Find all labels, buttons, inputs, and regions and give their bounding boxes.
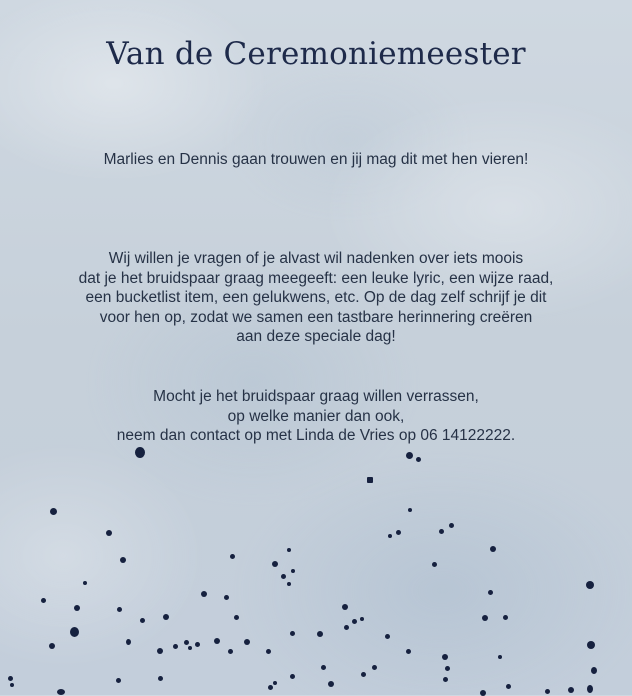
dot-icon xyxy=(360,617,364,621)
dot-icon xyxy=(344,625,349,630)
dot-icon xyxy=(591,667,597,674)
text-line: Wij willen je vragen of je alvast wil nadenken over iets moois xyxy=(108,250,524,267)
dot-icon xyxy=(396,530,401,535)
dot-icon xyxy=(442,654,448,660)
text-line: Mocht je het bruidspaar graag willen verrassen, xyxy=(153,388,479,405)
text-line: een bucketlist item, een gelukwens, etc. Op de dag zelf schrijf je dit xyxy=(85,289,547,307)
page-title: Van de Ceremoniemeester xyxy=(106,36,526,72)
dot-icon xyxy=(488,590,493,595)
dot-icon xyxy=(586,581,594,589)
dot-icon xyxy=(116,678,121,683)
dot-icon xyxy=(135,447,145,458)
text-line: op welke manier dan ook, xyxy=(227,407,405,425)
dot-icon xyxy=(372,665,377,670)
dot-icon xyxy=(228,649,233,654)
dot-icon xyxy=(408,508,412,512)
dot-icon xyxy=(388,534,392,538)
dot-icon xyxy=(480,690,486,696)
dot-icon xyxy=(506,684,511,689)
dot-icon xyxy=(291,569,295,573)
dot-icon xyxy=(8,676,13,681)
intro-paragraph xyxy=(0,150,632,170)
dot-icon xyxy=(224,595,229,600)
dot-icon xyxy=(287,548,291,552)
dot-icon xyxy=(244,639,250,645)
dot-icon xyxy=(352,619,357,624)
dot-icon xyxy=(568,687,574,693)
text-line: voor hen op, zodat we samen een tastbare herinnering creëren xyxy=(99,308,533,326)
dot-icon xyxy=(268,685,273,690)
dot-icon xyxy=(439,529,444,534)
dot-icon xyxy=(214,638,220,644)
text-line: dat je het bruidspaar graag meegeeft: een leuke lyric, een wijze raad, xyxy=(78,269,554,287)
text-line: aan deze speciale dag! xyxy=(236,328,396,346)
dot-icon xyxy=(367,477,373,483)
dot-icon xyxy=(545,689,550,694)
text-line: Marlies en Dennis gaan trouwen en jij mag dit met hen vieren! xyxy=(103,151,529,168)
dot-icon xyxy=(443,677,448,682)
dot-icon xyxy=(230,554,235,559)
dot-icon xyxy=(266,649,271,654)
dot-icon xyxy=(342,604,348,610)
dot-icon xyxy=(290,631,295,636)
contact-paragraph xyxy=(0,387,632,446)
dot-icon xyxy=(281,574,286,579)
dot-icon xyxy=(287,582,291,586)
dot-icon xyxy=(498,655,502,659)
dot-icon xyxy=(321,665,326,670)
dot-icon xyxy=(482,615,488,621)
dot-icon xyxy=(272,561,278,567)
dot-icon xyxy=(201,591,207,597)
dot-icon xyxy=(195,642,200,647)
dot-icon xyxy=(317,631,323,637)
dot-icon xyxy=(70,627,79,637)
dot-icon xyxy=(406,452,413,459)
dot-icon xyxy=(234,615,239,620)
dot-icon xyxy=(328,681,334,687)
dot-icon xyxy=(126,639,131,645)
dot-icon xyxy=(361,672,366,677)
dot-icon xyxy=(83,581,87,585)
dot-icon xyxy=(41,598,46,603)
dot-icon xyxy=(157,648,163,654)
dot-icon xyxy=(416,457,421,462)
dot-icon xyxy=(490,546,496,552)
dot-icon xyxy=(587,685,593,693)
dot-icon xyxy=(432,562,437,567)
dot-icon xyxy=(140,618,145,623)
dot-icon xyxy=(10,683,14,687)
dot-icon xyxy=(158,676,163,681)
dot-icon xyxy=(50,508,57,515)
dot-icon xyxy=(503,615,508,620)
dot-icon xyxy=(184,640,189,645)
dot-icon xyxy=(273,681,277,685)
dot-icon xyxy=(120,557,126,563)
dot-icon xyxy=(406,649,411,654)
dot-icon xyxy=(445,666,450,671)
dot-icon xyxy=(188,646,192,650)
dot-icon xyxy=(57,689,65,695)
dot-icon xyxy=(385,634,390,639)
dot-icon xyxy=(173,644,178,649)
request-paragraph xyxy=(0,249,632,347)
dot-icon xyxy=(163,614,169,620)
dot-icon xyxy=(587,641,595,649)
dot-icon xyxy=(74,605,80,611)
dot-icon xyxy=(106,530,112,536)
contact-line: neem dan contact op met Linda de Vries op 06 14122222. xyxy=(116,427,516,445)
dot-icon xyxy=(49,643,55,649)
dot-icon xyxy=(449,523,454,528)
dot-icon xyxy=(290,674,295,679)
dot-icon xyxy=(117,607,122,612)
